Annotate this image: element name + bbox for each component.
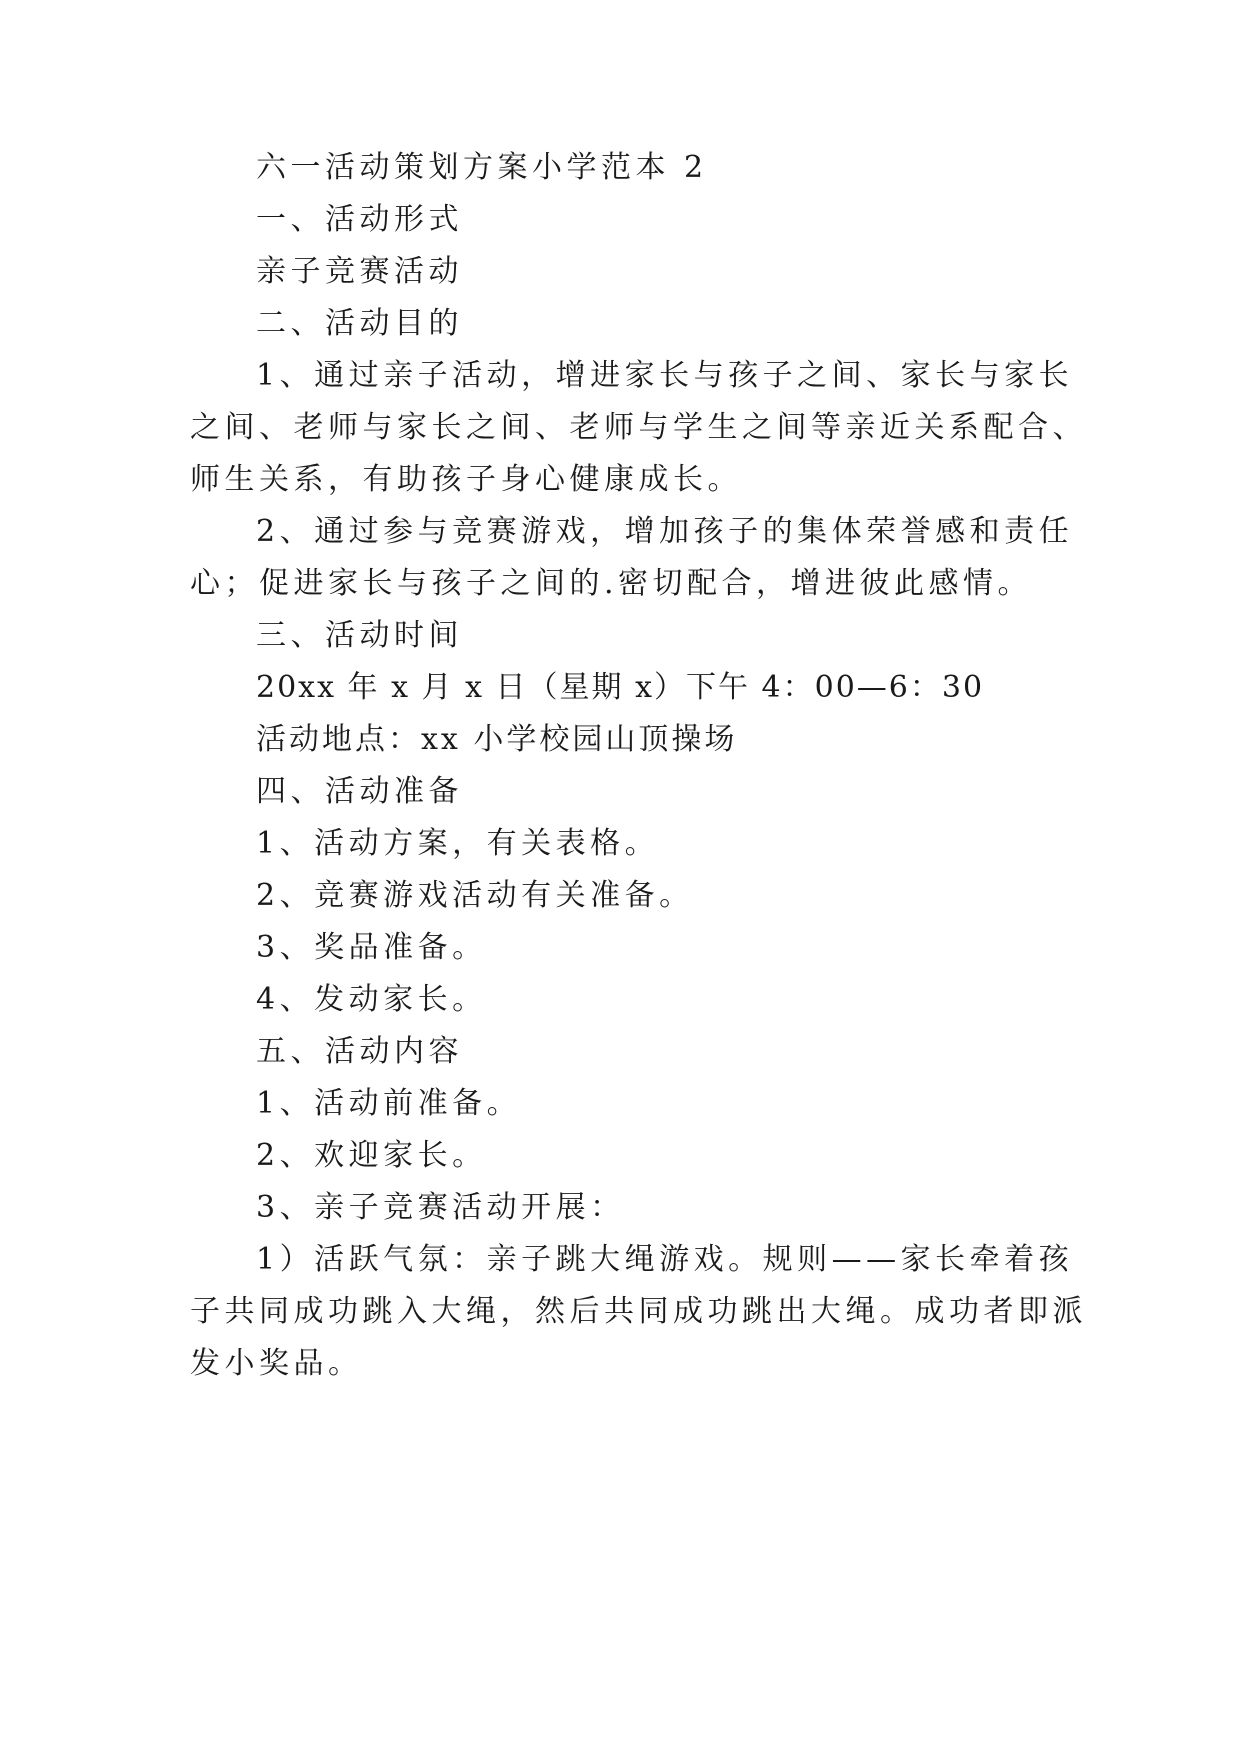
section-4-heading: 四、活动准备 [256,774,463,809]
content-item-3-1-line-3: 发小奖品。 [190,1346,363,1381]
purpose-1-line-1: 1、通过亲子活动，增进家长与孩子之间、家长与家长 [256,358,1074,393]
content-item-1: 1、活动前准备。 [256,1086,522,1121]
time-text: 20xx 年 x 月 x 日（星期 x）下午 4：00—6：30 [256,670,985,705]
content-item-2: 2、欢迎家长。 [256,1138,487,1173]
prep-item-2: 2、竞赛游戏活动有关准备。 [256,878,694,913]
purpose-2-line-2: 心；促进家长与孩子之间的.密切配合，增进彼此感情。 [190,566,1033,601]
section-1-text: 亲子竞赛活动 [256,254,463,289]
content-item-3: 3、亲子竞赛活动开展： [256,1190,625,1225]
location-text: 活动地点：xx 小学校园山顶操场 [256,722,738,757]
purpose-1-line-3: 师生关系，有助孩子身心健康成长。 [190,462,742,497]
prep-item-1: 1、活动方案，有关表格。 [256,826,660,861]
prep-item-4: 4、发动家长。 [256,982,487,1017]
purpose-1-line-2: 之间、老师与家长之间、老师与学生之间等亲近关系配合、 [190,410,1087,445]
prep-item-3: 3、奖品准备。 [256,930,487,965]
section-5-heading: 五、活动内容 [256,1034,463,1069]
content-item-3-1-line-2: 子共同成功跳入大绳，然后共同成功跳出大绳。成功者即派 [190,1294,1087,1329]
section-3-heading: 三、活动时间 [256,618,463,653]
section-1-heading: 一、活动形式 [256,202,463,237]
content-item-3-1-line-1: 1）活跃气氛：亲子跳大绳游戏。规则——家长牵着孩 [256,1242,1074,1277]
section-2-heading: 二、活动目的 [256,306,463,341]
document-title: 六一活动策划方案小学范本 2 [256,150,708,185]
purpose-2-line-1: 2、通过参与竞赛游戏，增加孩子的集体荣誉感和责任 [256,514,1074,549]
